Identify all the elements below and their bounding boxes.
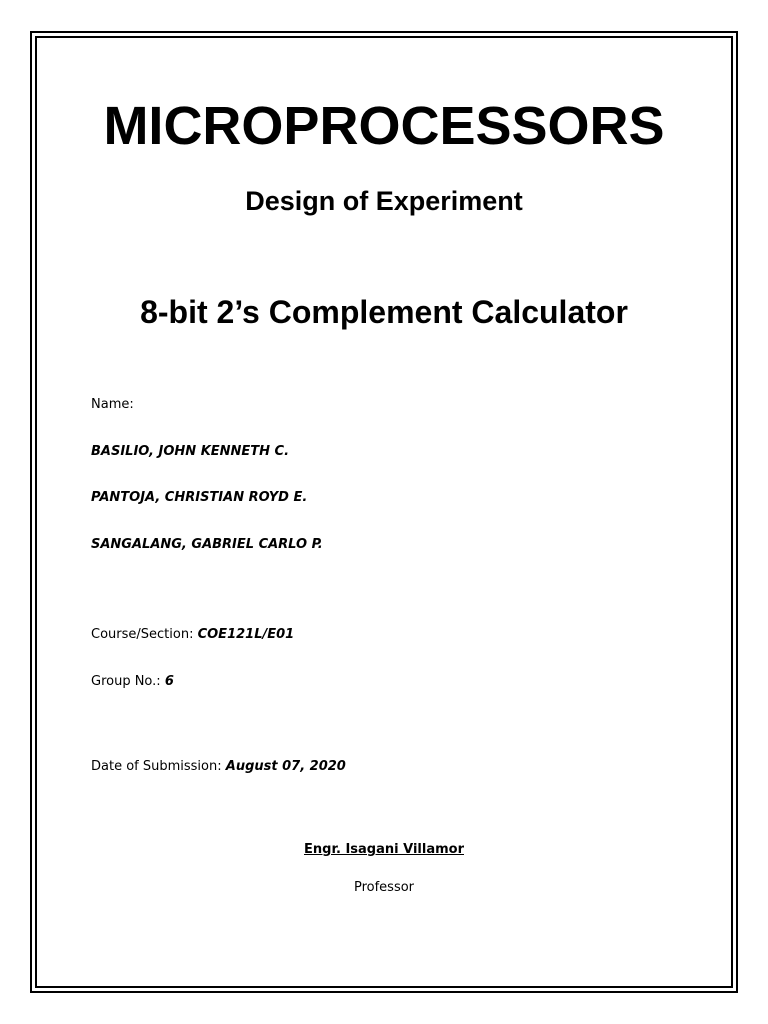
group-number: [91, 673, 174, 691]
document-subtitle: Design of Experiment: [245, 186, 523, 216]
member-name: SANGALANG, GABRIEL CARLO P.: [91, 537, 323, 552]
submission-date-label: Date of Submission:: [91, 759, 222, 774]
name-label: Name:: [91, 397, 134, 412]
member-name: BASILIO, JOHN KENNETH C.: [91, 444, 290, 459]
document-title: MICROPROCESSORS: [103, 96, 665, 156]
professor-name: Engr. Isagani Villamor: [304, 842, 464, 857]
professor-role: Professor: [353, 880, 415, 895]
professor-line: [0, 841, 768, 859]
member-name: PANTOJA, CHRISTIAN ROYD E.: [91, 490, 308, 505]
group-number-value: 6: [164, 674, 174, 689]
course-section: [91, 626, 294, 644]
experiment-title: 8-bit 2’s Complement Calculator: [140, 294, 628, 330]
submission-date: [91, 758, 346, 776]
course-section-label: Course/Section:: [91, 627, 194, 642]
group-number-label: Group No.:: [91, 674, 161, 689]
course-section-value: COE121L/E01: [197, 627, 295, 642]
submission-date-value: August 07, 2020: [225, 759, 346, 774]
